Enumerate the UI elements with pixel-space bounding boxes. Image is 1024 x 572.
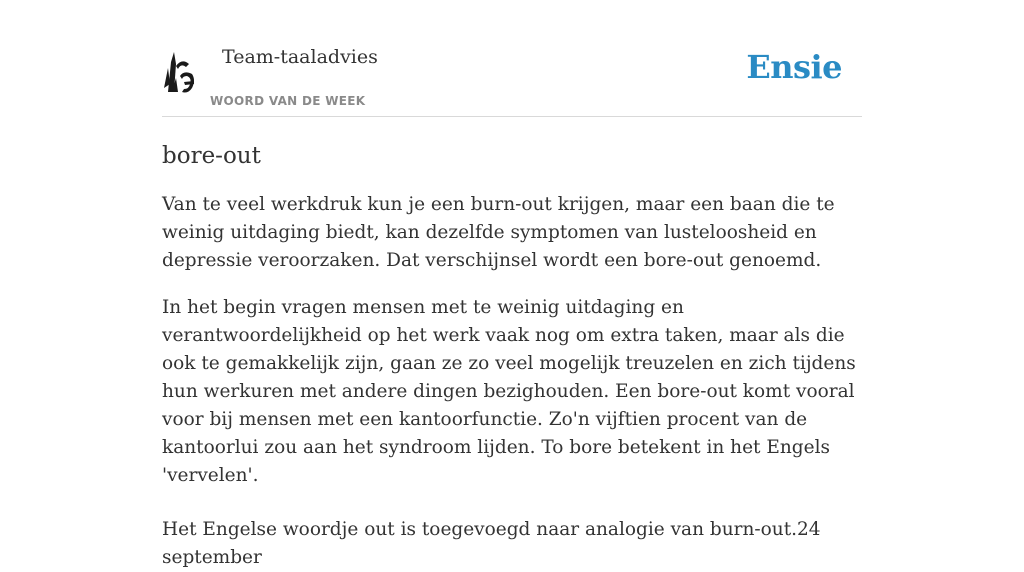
category-label: WOORD VAN DE WEEK [210, 94, 366, 108]
article-title: bore-out [162, 143, 261, 169]
article-header [162, 0, 862, 117]
article-paragraph: Het Engelse woordje out is toegevoegd naar analogie van burn-out.24 september [162, 519, 821, 568]
article-container [162, 0, 862, 572]
article-paragraph: In het begin vragen mensen met te weinig uitdaging en verantwoordelijkheid op het werk vaak nog om extra taken, maar als die ook te gemakkelijk zijn, gaan ze zo veel mogelijk treuzelen en zich tijdens hun werkuren met andere dingen bezighouden. Een bore-out komt vooral voor bij mensen met een kantoorfunctie. Zo'n vijftien procent van de kantoorlui zou aan het syndroom lijden. To bore betekent in het Engels 'vervelen'. [162, 297, 856, 486]
article-paragraph: Van te veel werkdruk kun je een burn-out krijgen, maar een baan die te weinig uitdaging biedt, kan dezelfde symptomen van lusteloosheid en depressie veroorzaken. Dat verschijnsel wordt een bore-out genoemd. [162, 194, 835, 271]
author-name[interactable]: Team-taaladvies [222, 46, 378, 68]
brand-logo-link[interactable]: Ensie [746, 48, 842, 86]
taalunie-logo-icon [162, 48, 198, 96]
